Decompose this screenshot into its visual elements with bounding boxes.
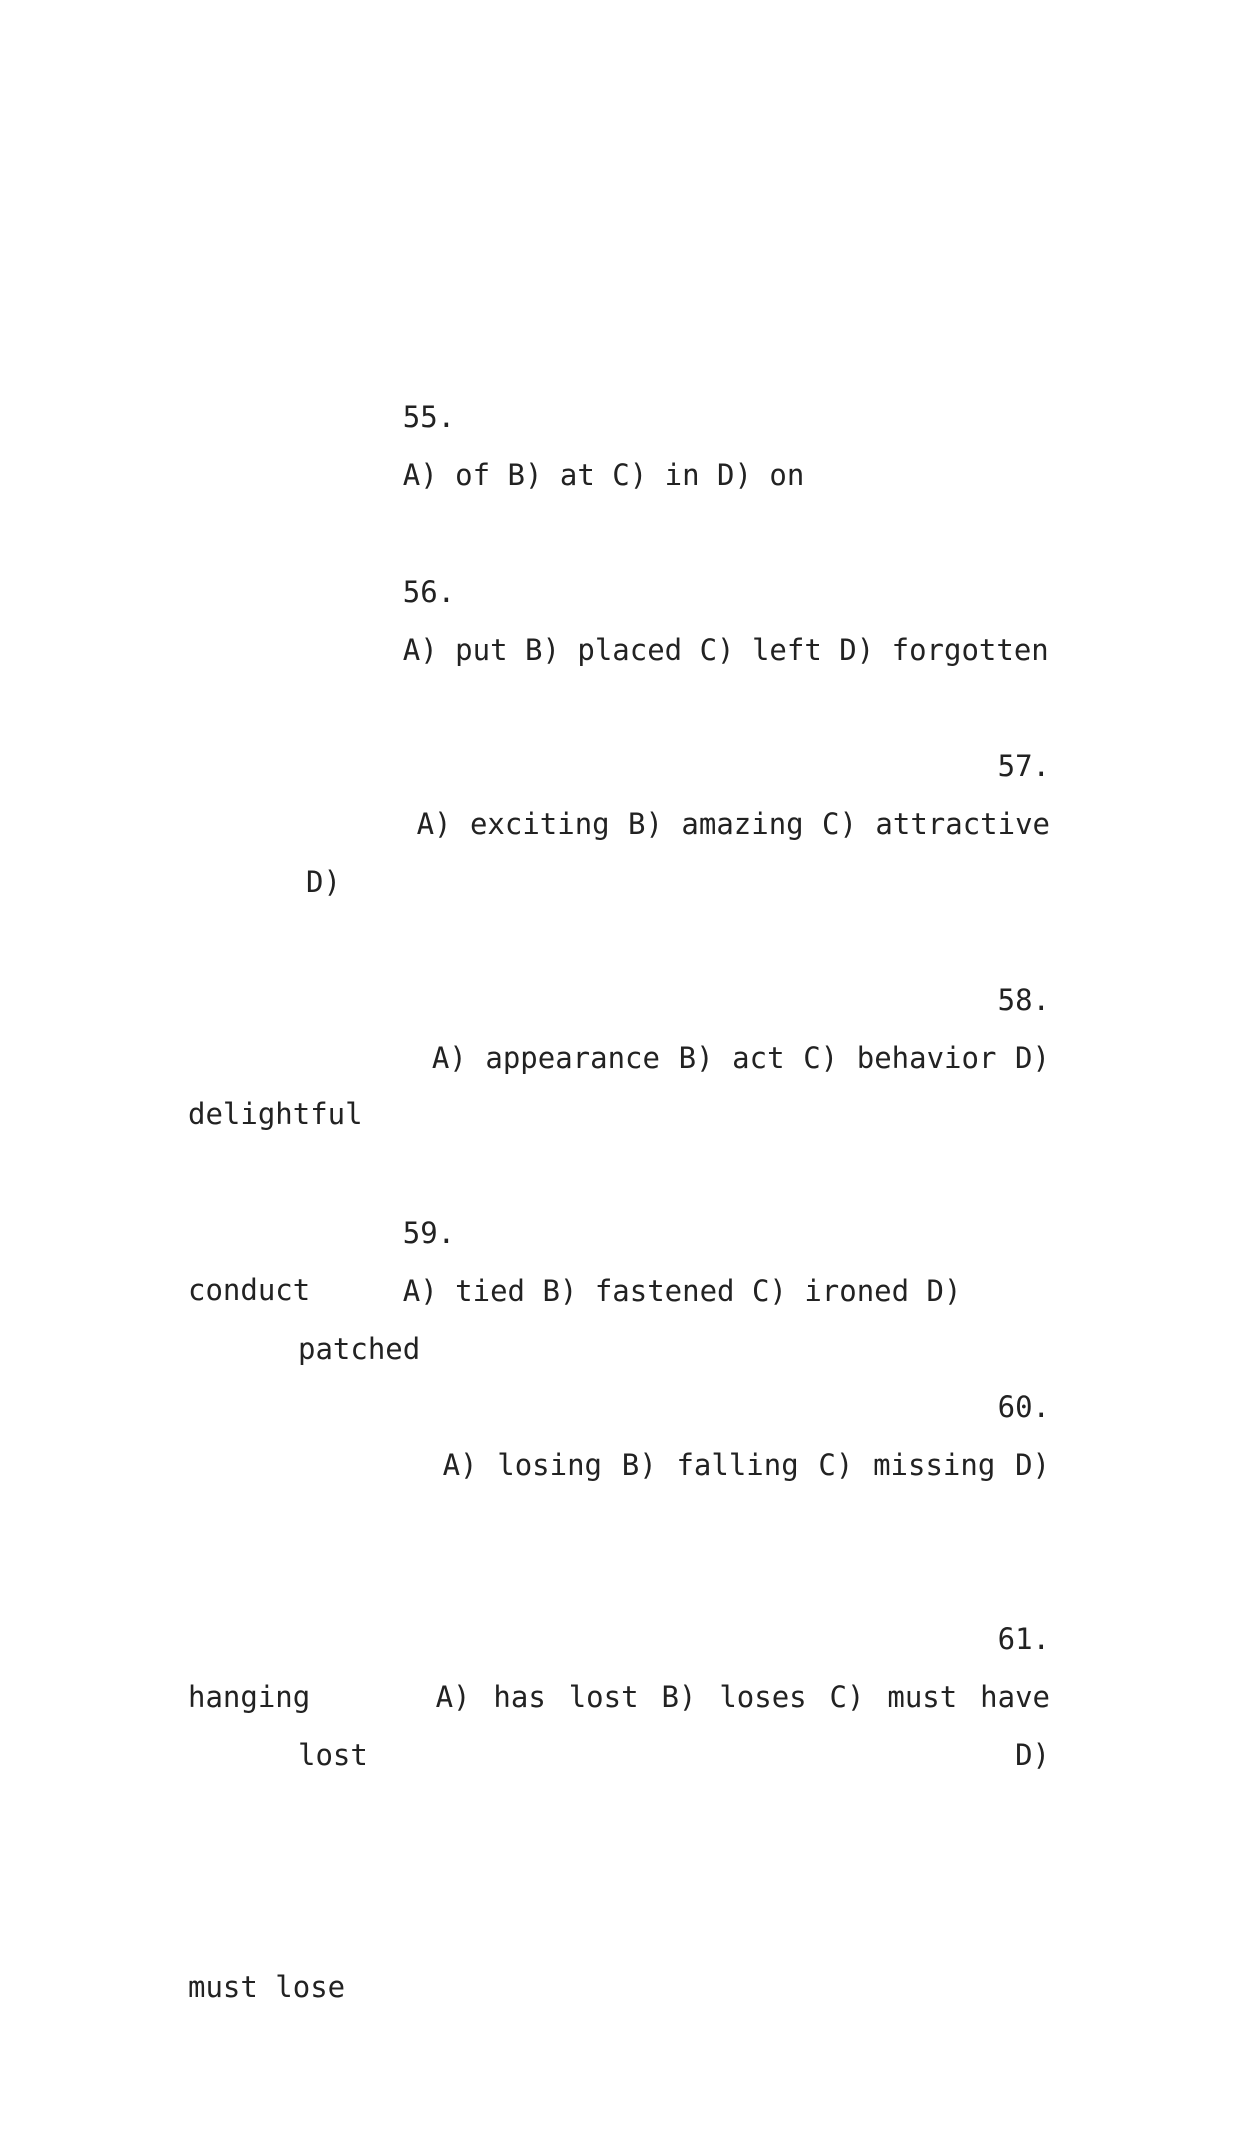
question-number: 57. bbox=[997, 749, 1050, 783]
question-options: A) exciting B) amazing C) attractive D) bbox=[306, 807, 1068, 899]
question-options: A) tied B) fastened C) ironed D) patched bbox=[298, 1274, 979, 1366]
question-number: 55. bbox=[402, 400, 456, 434]
question-options: A) losing B) falling C) missing D) bbox=[442, 1448, 1050, 1482]
question-number: 61. bbox=[997, 1622, 1050, 1656]
question-61 bbox=[188, 1436, 1068, 2132]
question-number: 58. bbox=[997, 983, 1050, 1017]
question-number: 59. bbox=[402, 1216, 456, 1250]
question-options: A) put B) placed C) left D) forgotten bbox=[402, 633, 1049, 667]
question-options-continued: hanging bbox=[188, 1680, 311, 1714]
question-options-continued: conduct bbox=[188, 1273, 311, 1307]
question-options: A) appearance B) act C) behavior D) bbox=[431, 1041, 1050, 1075]
question-number: 56. bbox=[402, 575, 456, 609]
question-options-continued: must lose bbox=[188, 1970, 346, 2004]
question-options: A) of B) at C) in D) on bbox=[402, 458, 805, 492]
question-number: 60. bbox=[997, 1390, 1050, 1424]
question-options-continued: delightful bbox=[188, 1097, 363, 1131]
question-options: A) has lost B) loses C) must have lost D) bbox=[298, 1680, 1068, 1772]
